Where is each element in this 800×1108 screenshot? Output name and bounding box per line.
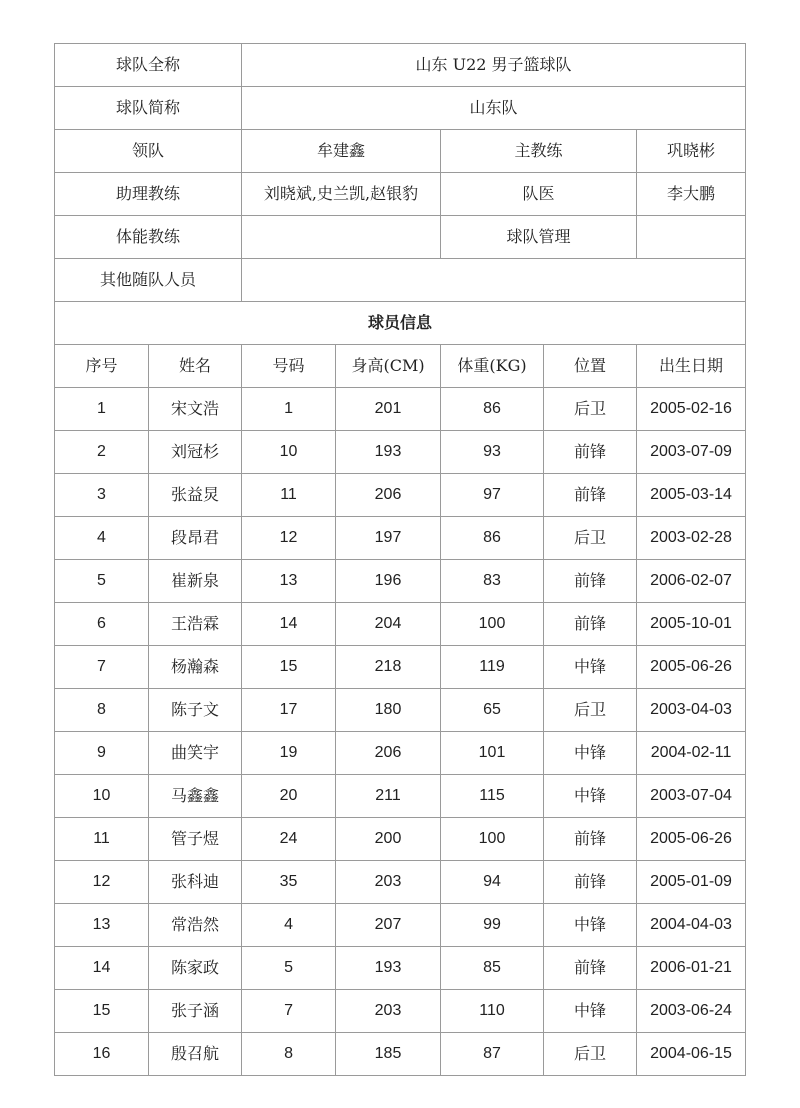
head-coach-label: 主教练 — [441, 130, 637, 173]
player-number: 7 — [242, 990, 336, 1033]
player-number: 14 — [242, 603, 336, 646]
player-index: 12 — [55, 861, 149, 904]
player-birth-date: 2005-10-01 — [637, 603, 746, 646]
player-height: 203 — [336, 990, 441, 1033]
player-position: 前锋 — [544, 603, 637, 646]
player-index: 7 — [55, 646, 149, 689]
player-position: 后卫 — [544, 689, 637, 732]
player-row — [55, 689, 746, 732]
player-number: 1 — [242, 388, 336, 431]
player-weight: 101 — [441, 732, 544, 775]
player-weight: 94 — [441, 861, 544, 904]
player-position: 中锋 — [544, 646, 637, 689]
player-name: 殷召航 — [149, 1033, 242, 1076]
players-section-row — [55, 302, 746, 345]
player-height: 197 — [336, 517, 441, 560]
player-row — [55, 560, 746, 603]
player-position: 前锋 — [544, 861, 637, 904]
assistant-row — [55, 173, 746, 216]
player-row — [55, 947, 746, 990]
player-index: 2 — [55, 431, 149, 474]
column-header-name: 姓名 — [149, 345, 242, 388]
player-height: 207 — [336, 904, 441, 947]
team-manager-value — [637, 216, 746, 259]
team-manager-label: 球队管理 — [441, 216, 637, 259]
head-coach-value: 巩晓彬 — [637, 130, 746, 173]
player-position: 后卫 — [544, 1033, 637, 1076]
player-number: 13 — [242, 560, 336, 603]
player-weight: 65 — [441, 689, 544, 732]
player-height: 201 — [336, 388, 441, 431]
player-position: 前锋 — [544, 474, 637, 517]
player-row — [55, 646, 746, 689]
player-height: 218 — [336, 646, 441, 689]
player-name: 刘冠杉 — [149, 431, 242, 474]
player-name: 陈子文 — [149, 689, 242, 732]
doctor-label: 队医 — [441, 173, 637, 216]
player-number: 11 — [242, 474, 336, 517]
player-birth-date: 2004-06-15 — [637, 1033, 746, 1076]
player-position: 后卫 — [544, 517, 637, 560]
player-weight: 99 — [441, 904, 544, 947]
player-number: 8 — [242, 1033, 336, 1076]
player-birth-date: 2003-04-03 — [637, 689, 746, 732]
player-position: 中锋 — [544, 732, 637, 775]
player-height: 193 — [336, 947, 441, 990]
player-position: 前锋 — [544, 560, 637, 603]
player-index: 10 — [55, 775, 149, 818]
fitness-coach-value — [242, 216, 441, 259]
column-header-index: 序号 — [55, 345, 149, 388]
player-name: 张子涵 — [149, 990, 242, 1033]
player-height: 206 — [336, 474, 441, 517]
player-number: 5 — [242, 947, 336, 990]
other-staff-value — [242, 259, 746, 302]
player-birth-date: 2005-03-14 — [637, 474, 746, 517]
player-row — [55, 1033, 746, 1076]
player-number: 17 — [242, 689, 336, 732]
player-index: 9 — [55, 732, 149, 775]
player-row — [55, 904, 746, 947]
player-position: 中锋 — [544, 904, 637, 947]
player-birth-date: 2005-01-09 — [637, 861, 746, 904]
player-row — [55, 861, 746, 904]
fitness-coach-label: 体能教练 — [55, 216, 242, 259]
player-row — [55, 990, 746, 1033]
player-number: 4 — [242, 904, 336, 947]
players-section-title: 球员信息 — [55, 302, 746, 345]
player-name: 宋文浩 — [149, 388, 242, 431]
player-height: 193 — [336, 431, 441, 474]
player-position: 中锋 — [544, 775, 637, 818]
player-name: 崔新泉 — [149, 560, 242, 603]
player-height: 200 — [336, 818, 441, 861]
player-index: 6 — [55, 603, 149, 646]
player-index: 15 — [55, 990, 149, 1033]
player-index: 14 — [55, 947, 149, 990]
player-number: 15 — [242, 646, 336, 689]
player-weight: 100 — [441, 603, 544, 646]
player-index: 1 — [55, 388, 149, 431]
player-position: 后卫 — [544, 388, 637, 431]
player-weight: 100 — [441, 818, 544, 861]
player-birth-date: 2003-06-24 — [637, 990, 746, 1033]
player-name: 陈家政 — [149, 947, 242, 990]
player-birth-date: 2005-06-26 — [637, 818, 746, 861]
player-row — [55, 775, 746, 818]
player-weight: 86 — [441, 388, 544, 431]
player-name: 张科迪 — [149, 861, 242, 904]
player-row — [55, 818, 746, 861]
column-header-number: 号码 — [242, 345, 336, 388]
leader-value: 牟建鑫 — [242, 130, 441, 173]
player-index: 4 — [55, 517, 149, 560]
player-row — [55, 603, 746, 646]
column-header-position: 位置 — [544, 345, 637, 388]
player-height: 196 — [336, 560, 441, 603]
player-row — [55, 732, 746, 775]
player-name: 张益炅 — [149, 474, 242, 517]
player-birth-date: 2005-02-16 — [637, 388, 746, 431]
players-header-row — [55, 345, 746, 388]
player-index: 5 — [55, 560, 149, 603]
column-header-height: 身高(CM) — [336, 345, 441, 388]
player-height: 185 — [336, 1033, 441, 1076]
player-name: 常浩然 — [149, 904, 242, 947]
player-birth-date: 2004-04-03 — [637, 904, 746, 947]
player-height: 180 — [336, 689, 441, 732]
player-name: 王浩霖 — [149, 603, 242, 646]
player-height: 206 — [336, 732, 441, 775]
player-number: 20 — [242, 775, 336, 818]
player-height: 204 — [336, 603, 441, 646]
player-name: 马鑫鑫 — [149, 775, 242, 818]
player-index: 11 — [55, 818, 149, 861]
player-position: 前锋 — [544, 818, 637, 861]
player-row — [55, 431, 746, 474]
player-weight: 119 — [441, 646, 544, 689]
column-header-birth-date: 出生日期 — [637, 345, 746, 388]
assistant-coach-value: 刘晓斌,史兰凯,赵银豹 — [242, 173, 441, 216]
player-weight: 85 — [441, 947, 544, 990]
player-birth-date: 2005-06-26 — [637, 646, 746, 689]
other-staff-label: 其他随队人员 — [55, 259, 242, 302]
full-name-label: 球队全称 — [55, 44, 242, 87]
player-number: 12 — [242, 517, 336, 560]
player-height: 211 — [336, 775, 441, 818]
player-name: 杨瀚森 — [149, 646, 242, 689]
player-number: 19 — [242, 732, 336, 775]
player-position: 中锋 — [544, 990, 637, 1033]
player-birth-date: 2006-02-07 — [637, 560, 746, 603]
short-name-value: 山东队 — [242, 87, 746, 130]
player-number: 35 — [242, 861, 336, 904]
player-weight: 93 — [441, 431, 544, 474]
player-weight: 97 — [441, 474, 544, 517]
full-name-row — [55, 44, 746, 87]
doctor-value: 李大鹏 — [637, 173, 746, 216]
player-weight: 87 — [441, 1033, 544, 1076]
full-name-value: 山东 U22 男子篮球队 — [242, 44, 746, 87]
player-number: 10 — [242, 431, 336, 474]
fitness-row — [55, 216, 746, 259]
assistant-coach-label: 助理教练 — [55, 173, 242, 216]
player-index: 3 — [55, 474, 149, 517]
leader-row — [55, 130, 746, 173]
player-name: 段昂君 — [149, 517, 242, 560]
player-index: 16 — [55, 1033, 149, 1076]
player-weight: 115 — [441, 775, 544, 818]
player-height: 203 — [336, 861, 441, 904]
player-birth-date: 2006-01-21 — [637, 947, 746, 990]
player-birth-date: 2004-02-11 — [637, 732, 746, 775]
player-weight: 110 — [441, 990, 544, 1033]
player-birth-date: 2003-02-28 — [637, 517, 746, 560]
other-staff-row — [55, 259, 746, 302]
short-name-row — [55, 87, 746, 130]
player-index: 13 — [55, 904, 149, 947]
player-row — [55, 474, 746, 517]
player-birth-date: 2003-07-04 — [637, 775, 746, 818]
short-name-label: 球队简称 — [55, 87, 242, 130]
player-row — [55, 388, 746, 431]
player-birth-date: 2003-07-09 — [637, 431, 746, 474]
player-position: 前锋 — [544, 431, 637, 474]
player-number: 24 — [242, 818, 336, 861]
player-weight: 86 — [441, 517, 544, 560]
player-position: 前锋 — [544, 947, 637, 990]
column-header-weight: 体重(KG) — [441, 345, 544, 388]
leader-label: 领队 — [55, 130, 242, 173]
player-name: 管子煜 — [149, 818, 242, 861]
team-roster-table — [54, 43, 746, 1076]
player-name: 曲笑宇 — [149, 732, 242, 775]
player-index: 8 — [55, 689, 149, 732]
player-weight: 83 — [441, 560, 544, 603]
player-row — [55, 517, 746, 560]
